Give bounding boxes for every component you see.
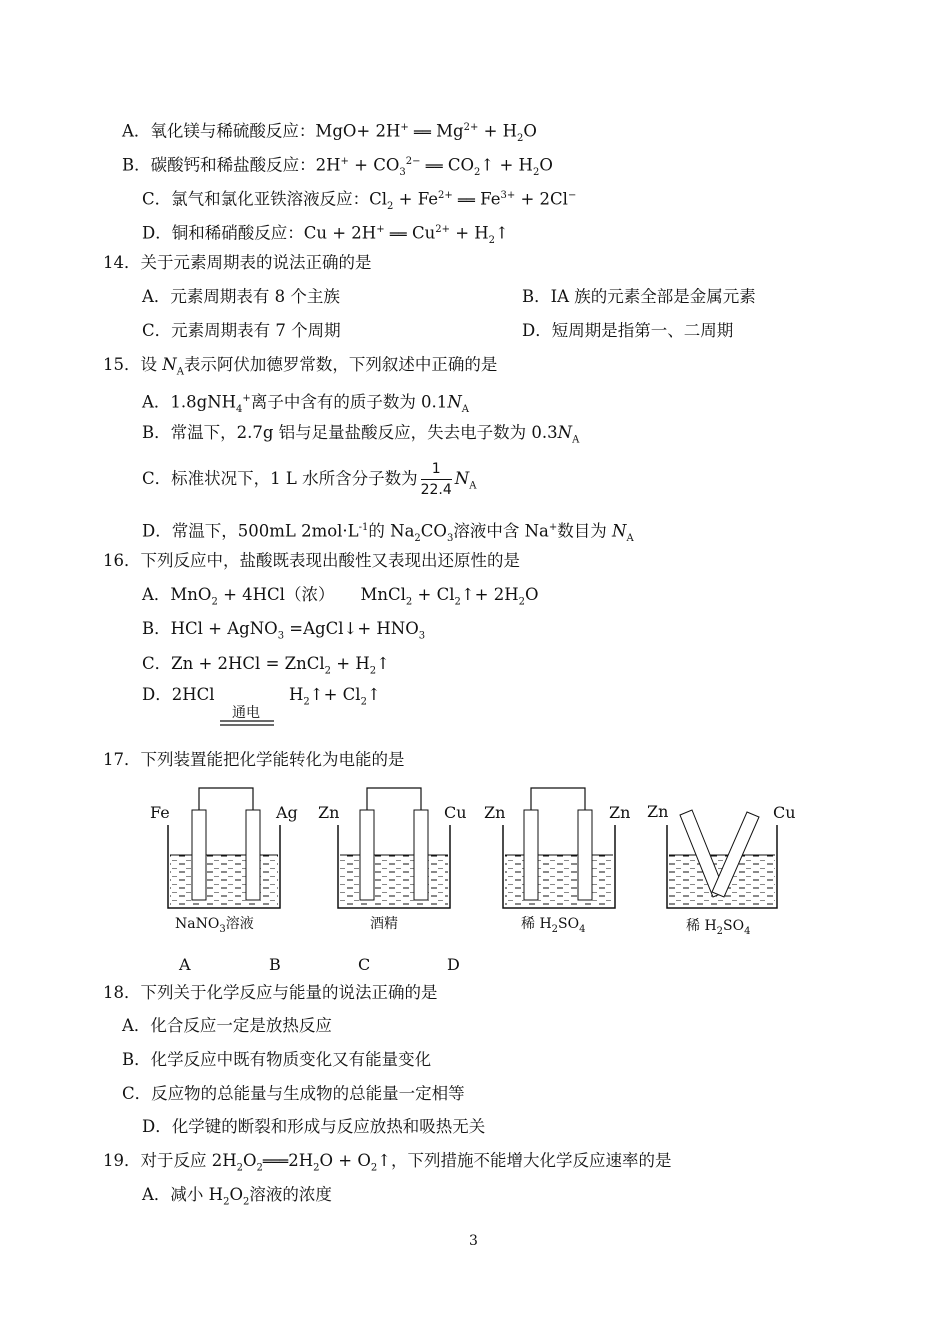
q16-option-c: C．Zn + 2HCl = ZnCl$_2$ + $H_2↑$ <box>142 654 390 677</box>
q18-option-a: A．化合反应一定是放热反应 <box>122 1016 332 1035</box>
page-number: 3 <box>469 1233 478 1249</box>
q15-option-a: A．1.8gNH$_4$+离子中含有的质子数为 $0.1N_A$ <box>142 392 469 415</box>
q14-option-c: C．元素周期表有 7 个周期 <box>142 321 341 340</box>
q13-option-c: C．氯气和氯化亚铁溶液反应：$Cl_2 + Fe^{2+}$ ══ $Fe^{3+} + 2Cl^-$ <box>142 189 577 212</box>
q14-option-b: B．ⅠA 族的元素全部是金属元素 <box>522 287 756 306</box>
electrode-label: Cu <box>773 803 796 822</box>
q19-stem: 19．对于反应 $2H_2O_2═══2H_2O$ + $O_2↑$，下列措施不能增大化学反应速率的是 <box>103 1151 672 1174</box>
electrode-label: Cu <box>444 803 467 822</box>
electrode-label: Zn <box>484 803 506 822</box>
q15-stem: 15．设 $N_A$表示阿伏加德罗常数，下列叙述中正确的是 <box>103 355 498 378</box>
q14-option-d: D．短周期是指第一、二周期 <box>522 321 734 340</box>
q15-option-d: D．常温下，500mL $2mol\cdot L^{-1}$的 $Na_2CO_3$溶液中含 Na+数目为 $N_A$ <box>142 521 634 544</box>
q18-stem: 18．下列关于化学反应与能量的说法正确的是 <box>103 983 438 1002</box>
solution-caption: NaNO$_3$溶液 <box>175 916 254 935</box>
q18-option-c: C．反应物的总能量与生成物的总能量一定相等 <box>122 1084 465 1103</box>
electrode-label: Fe <box>150 803 170 822</box>
device-letter: B <box>269 955 281 974</box>
electrode-label: Ag <box>276 803 298 822</box>
q17-stem: 17．下列装置能把化学能转化为电能的是 <box>103 750 405 769</box>
device-c <box>503 788 615 908</box>
solution-caption: 酒精 <box>370 916 398 932</box>
electrode-label: Zn <box>647 802 669 821</box>
device-letter: A <box>179 955 191 974</box>
electrolysis-condition: 通电 <box>232 705 260 721</box>
q18-option-b: B．化学反应中既有物质变化又有能量变化 <box>122 1050 432 1069</box>
q13-option-a: A．氧化镁与稀硫酸反应：MgO+ 2H+ ══ $Mg^{2+} + H_2O$ <box>122 121 537 144</box>
q16-stem: 16．下列反应中，盐酸既表现出酸性又表现出还原性的是 <box>103 551 520 570</box>
fraction: $\frac{1}{22.4}$ <box>420 461 452 498</box>
q18-option-d: D．化学键的断裂和形成与反应放热和吸热无关 <box>142 1117 486 1136</box>
device-letter: C <box>358 955 371 974</box>
device-d <box>667 810 777 908</box>
q14-option-a: A．元素周期表有 8 个主族 <box>142 287 340 306</box>
electrode-label: Zn <box>609 803 631 822</box>
q13-option-b: B．碳酸钙和稀盐酸反应：$2H^+ + CO_3^{2-}$ ══ $CO_2↑ + H_2O$ <box>122 155 553 178</box>
q15-option-b: B．常温下，2.7g 铝与足量盐酸反应，失去电子数为 $0.3N_A$ <box>142 423 580 446</box>
double-line-equals <box>220 719 274 727</box>
q16-option-b: B．HCl + AgNO$_3$ =AgCl↓+ $HNO_3$ <box>142 619 426 642</box>
electrode-label: Zn <box>318 803 340 822</box>
solution-caption: 稀 $H_2SO_4$ <box>686 918 751 937</box>
device-a <box>168 788 280 908</box>
q13-option-d: D．铜和稀硝酸反应：Cu + 2H+ ══ $Cu^{2+}$ + $H_2↑$ <box>142 223 509 246</box>
q15-option-c: C．标准状况下，1 L 水所含分子数为 $\frac{1}{22.4}$ $N_A$ <box>142 461 477 498</box>
device-letter: D <box>447 955 460 974</box>
device-b <box>338 788 450 908</box>
q16-option-d-products: $H_2↑+$ $Cl_2↑$ <box>289 685 381 708</box>
q16-option-a: A．MnO$_2$ + 4HCl（浓） MnCl$_2$ + $Cl_2↑+ 2H_2O$ <box>142 585 539 608</box>
q19-option-a: A．减小 $H_2O_2$溶液的浓度 <box>142 1185 332 1208</box>
q16-option-d: D．2HCl <box>142 685 215 704</box>
solution-caption: 稀 $H_2SO_4$ <box>521 916 586 935</box>
q14-stem: 14．关于元素周期表的说法正确的是 <box>103 253 372 272</box>
